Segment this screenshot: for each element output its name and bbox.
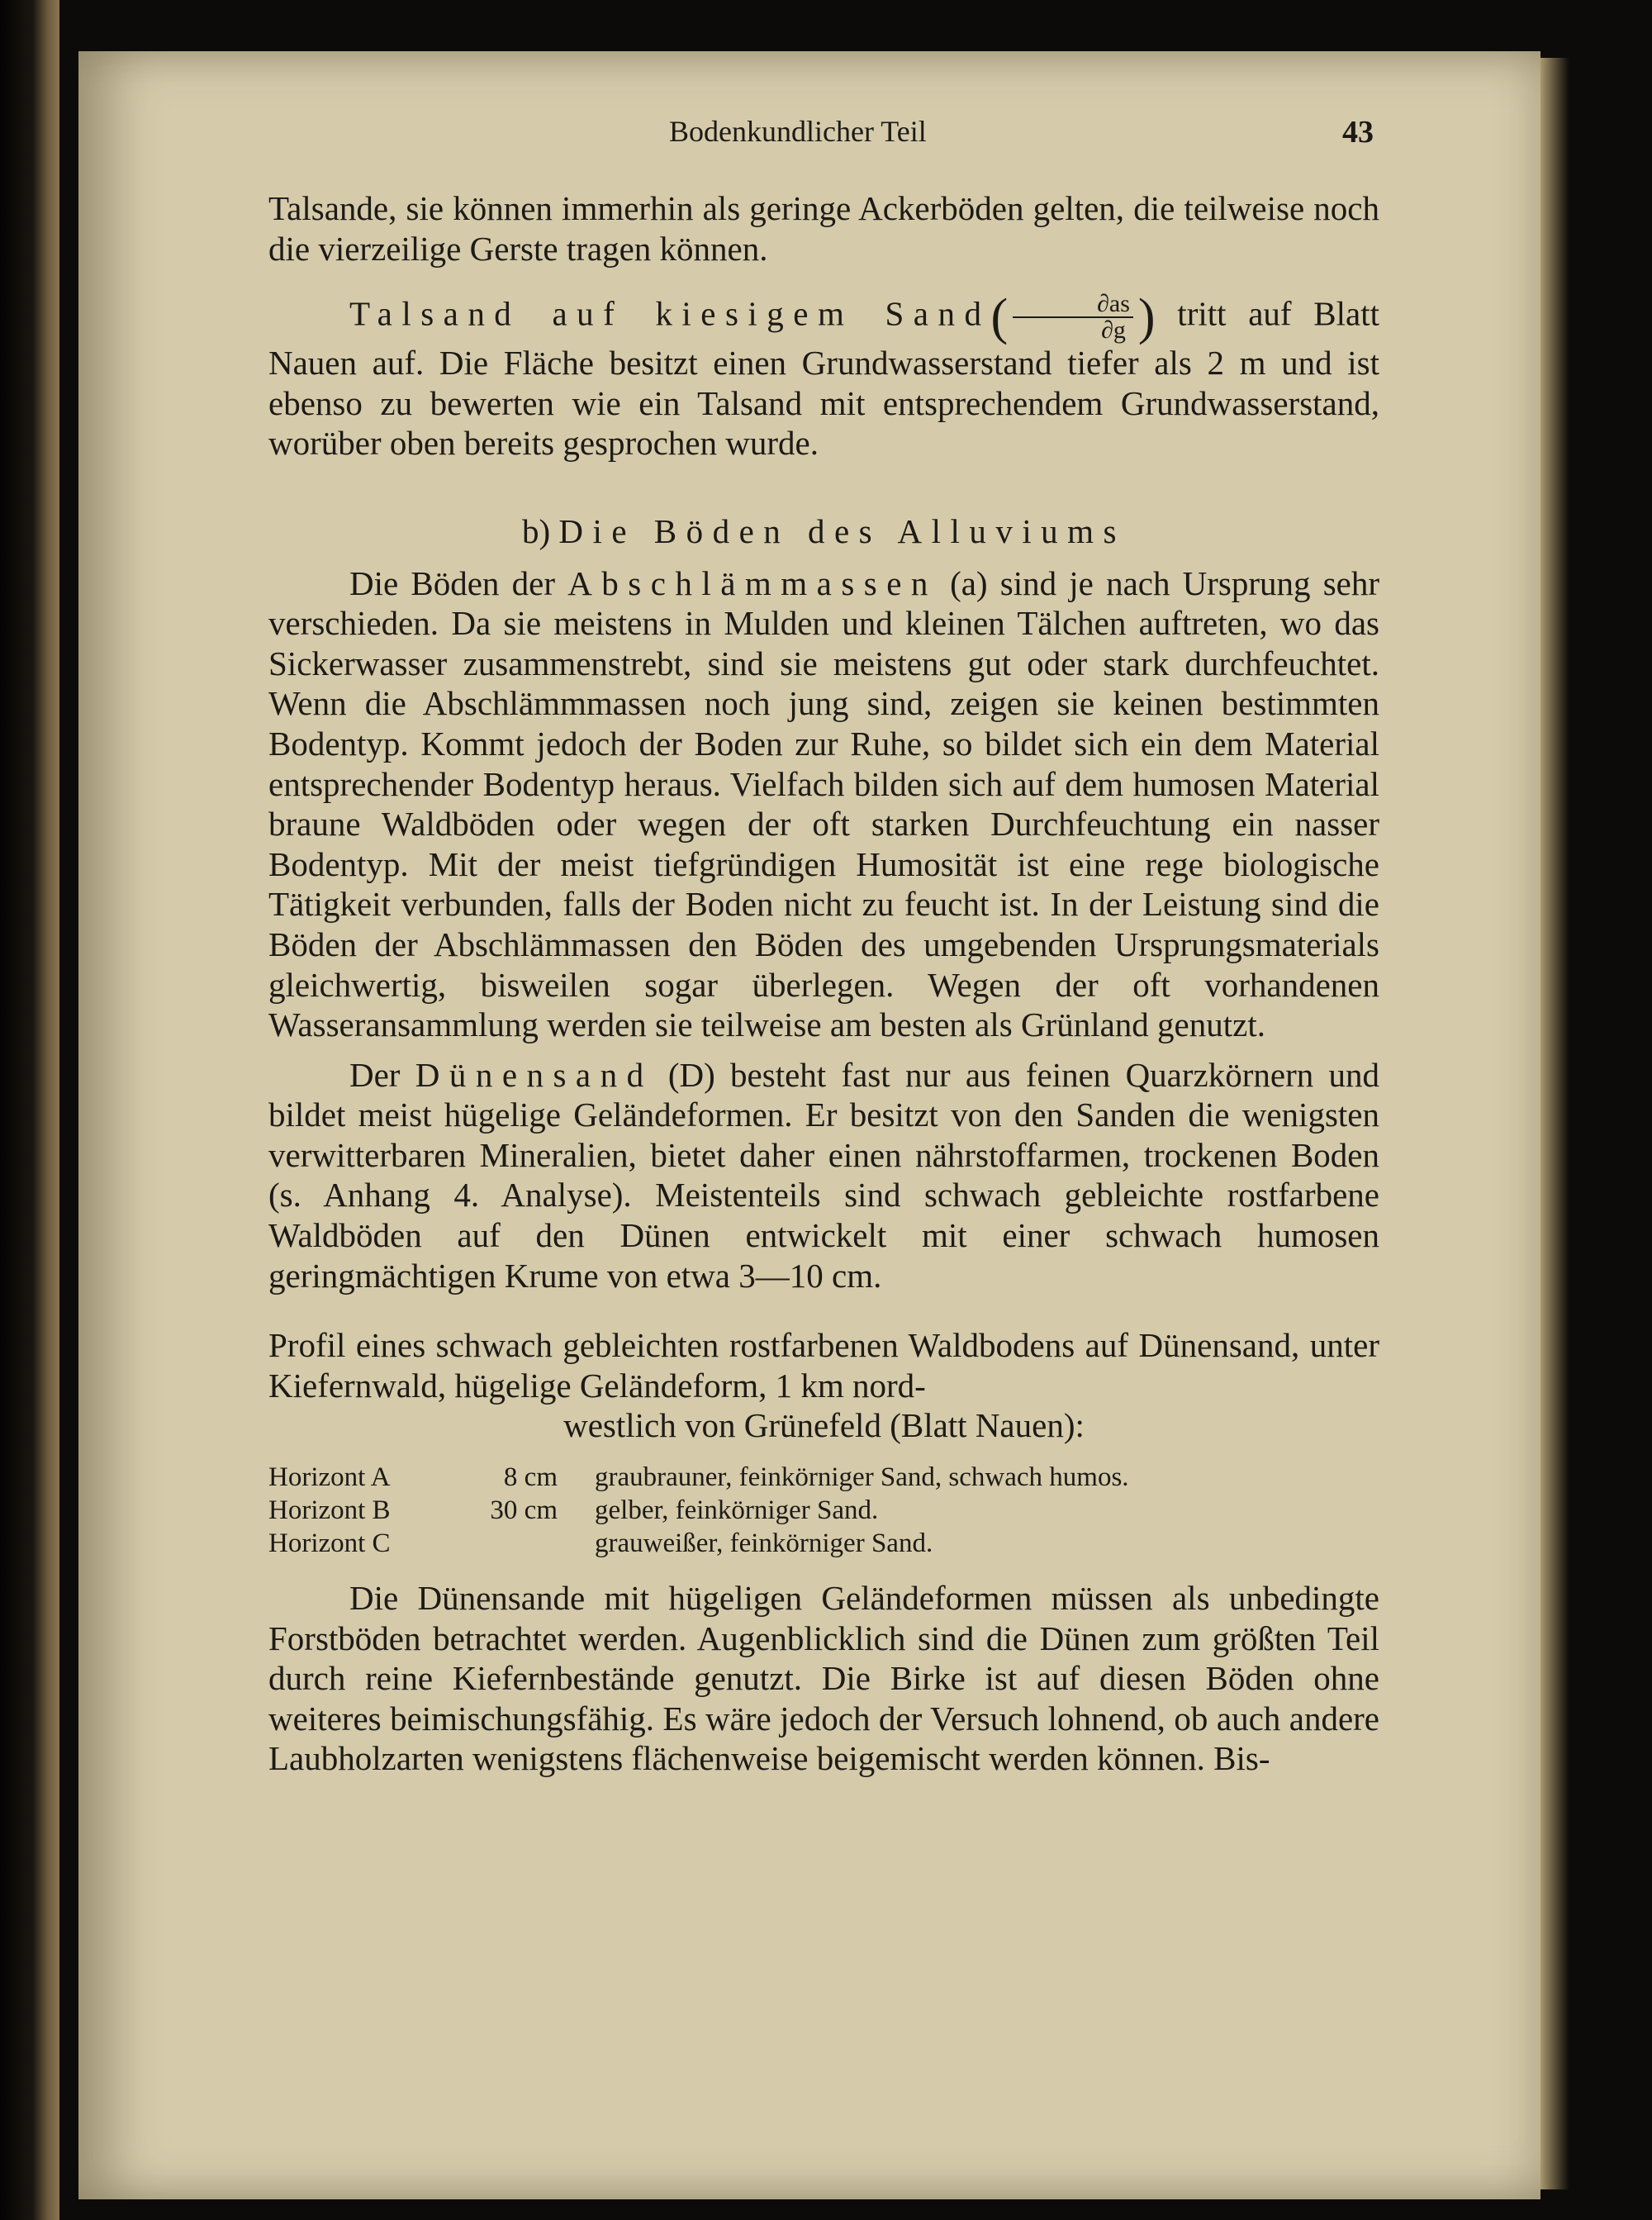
paragraph-2	[268, 289, 1380, 463]
horizon-table	[268, 1461, 1379, 1560]
horizon-description: grauweißer, feinkörniger Sand.	[595, 1528, 933, 1559]
paragraph-1: Talsande, sie können immerhin als geringe Ackerböden gelten, die teilweise noch die vierzeilige Gerste tragen können.	[268, 189, 1379, 268]
right-paren: )	[1137, 289, 1156, 346]
page-number: 43	[1342, 115, 1374, 150]
section-heading-prefix: b)	[522, 511, 551, 550]
horizon-name: Horizont A	[268, 1462, 391, 1493]
paragraph-3	[268, 563, 1379, 1045]
horizon-name: Horizont C	[268, 1528, 391, 1559]
running-title: Bodenkundlicher Teil	[669, 115, 927, 148]
soil-symbol-fraction	[1013, 292, 1133, 343]
paragraph-3-term: Abschlämmassen	[567, 563, 938, 602]
profile-caption: Profil eines schwach gebleichten rostfarbenen Waldbodens auf Dünensand, unter Kiefernwald, hügelige Geländeform, 1 km nord-	[268, 1326, 1379, 1405]
profile-caption-end: westlich von Grünefeld (Blatt Nauen):	[563, 1406, 1085, 1445]
left-paren: (	[990, 289, 1009, 346]
paragraph-4-term: Dünensand	[415, 1055, 653, 1094]
horizon-description: gelber, feinkörniger Sand.	[595, 1495, 879, 1526]
horizon-depth: 8 cm	[503, 1462, 558, 1493]
body-text	[268, 188, 1379, 1779]
paragraph-2-term: Talsand auf kiesigem Sand	[349, 294, 991, 333]
book-spine	[0, 0, 59, 2220]
paragraph-4	[268, 1055, 1379, 1296]
horizon-name: Horizont B	[268, 1495, 391, 1526]
horizon-description: graubrauner, feinkörniger Sand, schwach humos.	[595, 1462, 1129, 1493]
horizon-row	[268, 1494, 1379, 1527]
page-content	[78, 0, 1540, 2220]
horizon-depth	[425, 1527, 595, 1560]
horizon-row	[268, 1527, 1379, 1560]
paragraph-5: Die Dünensande mit hügeligen Geländeformen müssen als unbedingte Forstböden betrachtet werden. Augenblicklich sind die Dünen zum größten Teil durch reine Kiefernbestände genutzt. Die Birke ist auf diesen Böden ohne weiteres beimischungsfähig. Es wäre jedoch der Versuch lohnend, ob auch andere Laubholzarten wenigstens flächenweise beigemischt werden können. Bis-	[268, 1579, 1379, 1778]
horizon-row	[268, 1461, 1379, 1494]
horizon-depth: 30 cm	[490, 1495, 558, 1526]
fraction-denominator: ∂g	[1101, 316, 1126, 345]
paragraph-4-start: Der	[349, 1055, 401, 1094]
section-heading	[268, 511, 1379, 552]
paragraph-2-text: tritt auf Blatt Nauen auf. Die Fläche besitzt einen Grundwasserstand tiefer als 2 m und ist ebenso zu bewerten wie ein Talsand mit entsprechendem Grundwasserstand, worüber oben bereits gesprochen wurde.	[268, 294, 1380, 463]
page-edge	[1540, 58, 1569, 2189]
paragraph-3-text: (a) sind je nach Ursprung sehr verschieden. Da sie meistens in Mulden und kleinen Tälchen auftreten, wo das Sickerwasser zusammenstrebt, sind sie meistens gut oder stark durchfeuchtet. Wenn die Abschlämmmassen noch jung sind, zeigen sie keinen bestimmten Bodentyp. Kommt jedoch der Boden zur Ruhe, so bildet sich ein dem Material entsprechender Bodentyp heraus. Vielfach bilden sich auf dem humosen Material braune Waldböden oder wegen der oft starken Durchfeuchtung ein nasser Bodentyp. Mit der meist tiefgründigen Humosität ist eine rege biologische Tätigkeit verbunden, falls der Boden nicht zu feucht ist. In der Leistung sind die Böden der Abschlämmassen den Böden des umgebenden Ursprungsmaterials gleichwertig, bisweilen sogar überlegen. Wegen der oft vorhandenen Wasseransammlung werden sie teilweise am besten als Grünland genutzt.	[268, 563, 1380, 1044]
section-heading-title: Die Böden des Alluviums	[558, 511, 1126, 550]
fraction-numerator: ∂as	[1013, 292, 1133, 318]
paragraph-3-start: Die Böden der	[349, 563, 555, 602]
paragraph-4-text: (D) besteht fast nur aus feinen Quarzkörnern und bildet meist hügelige Geländeformen. Er besitzt von den Sanden die wenigsten verwitterbaren Mineralien, bietet daher einen nährstoffarmen, trockenen Boden (s. Anhang 4. Analyse). Meistenteils sind schwach gebleichte rostfarbene Waldböden auf den Dünen entwickelt mit einer schwach humosen geringmächtigen Krume von etwa 3—10 cm.	[268, 1055, 1380, 1295]
